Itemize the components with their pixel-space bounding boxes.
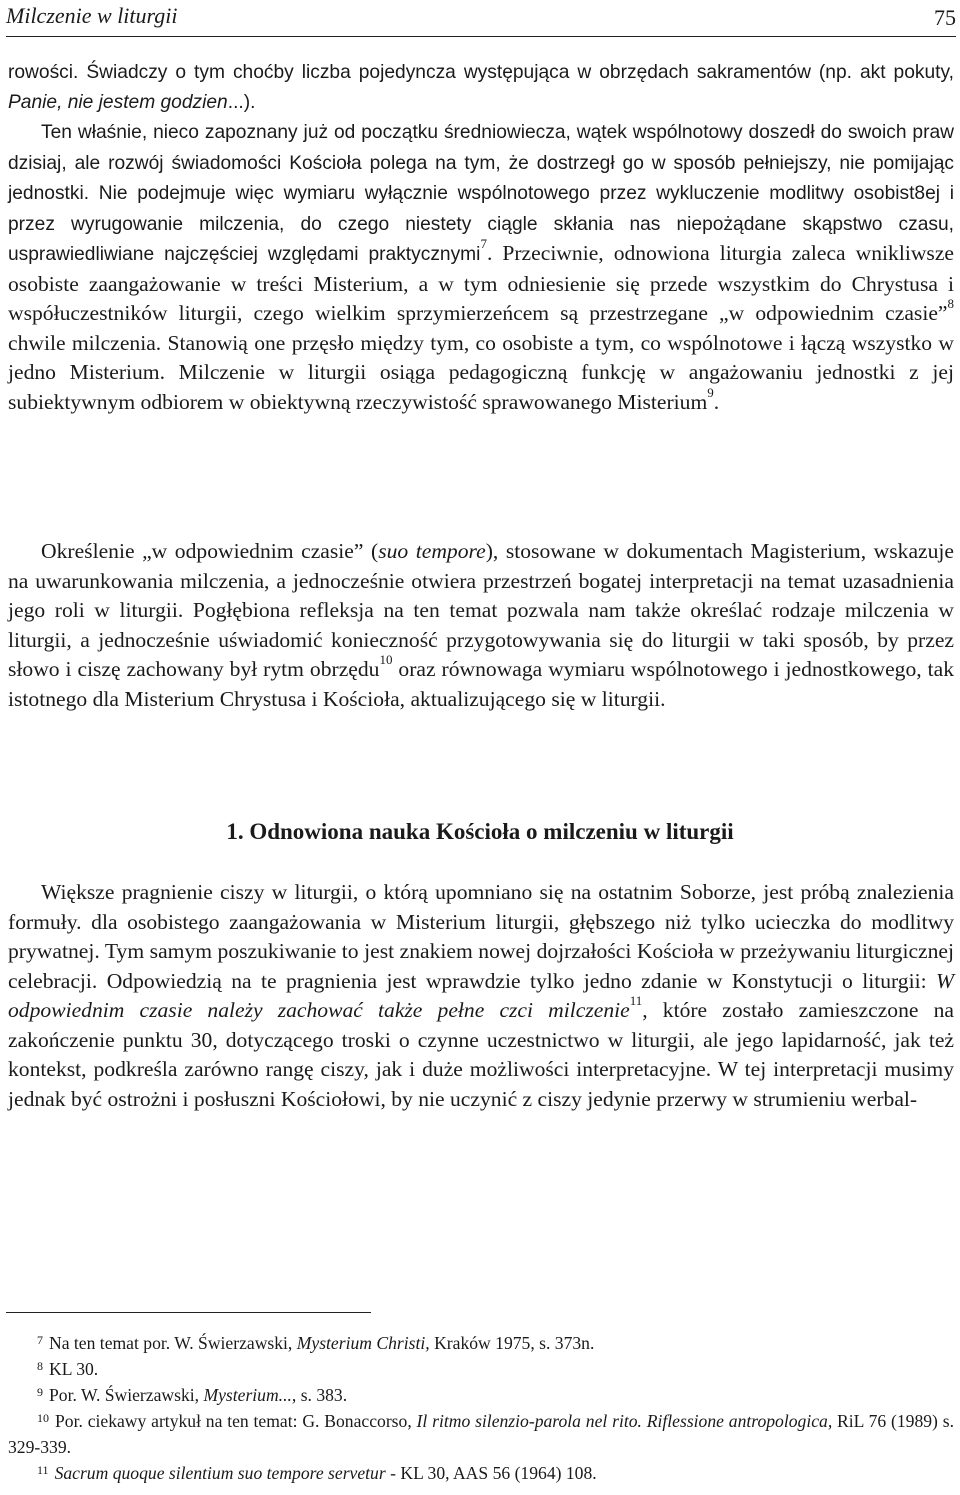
paragraph-1-text-d: . Przeciwnie, odnowiona liturgia zaleca wnikliwsze osobiste zaangażowanie w treści Misterium, a w tym odniesienie się przede wszystkim do Chrystusa i współuczestników liturgii, czego wielkim sprzymierzeńcem są przestrzegane „w odpowiednim czasie”: [8, 241, 954, 325]
running-header-title: Milczenie w liturgii: [6, 3, 178, 28]
paragraph-2-text: [8, 537, 954, 714]
paragraph-3-italic-quote: W odpowiednim czasie należy zachować także pełne czci milczenie: [8, 968, 954, 1022]
footnote-italic: Mysterium Christi,: [296, 1333, 430, 1353]
footnote-number: 7: [37, 1333, 43, 1347]
footnote-ref-8[interactable]: 8: [947, 296, 954, 311]
paragraph-1-text-e: chwile milczenia. Stanowią one przęsło między tym, co osobiste a tym, co wspólnotowe i łączą wszystko w jedno Misterium. Milczenie w liturgii osiąga pedagogiczną funkcję w angażowaniu jednostki z jej subiektywnym odbiorem w obiektywną rzeczywistość sprawowanego Misterium: [8, 330, 954, 414]
footnote-italic: Il ritmo silenzio-parola nel rito. Riflessione antropologica,: [416, 1411, 833, 1431]
paragraph-1-main: [8, 117, 954, 417]
footnotes: [8, 1330, 954, 1486]
footnote-italic: Mysterium...: [203, 1385, 292, 1405]
footnote-italic: Sacrum quoque silentium suo tempore servetur: [54, 1463, 386, 1483]
footnote-10: [8, 1408, 954, 1460]
footnote-text-end: Kraków 1975, s. 373n.: [429, 1333, 595, 1353]
paragraph-2-text-a: Określenie „w odpowiednim czasie” (: [41, 539, 379, 563]
paragraph-1-italic-quote: Panie, nie jestem godzien: [8, 91, 228, 113]
footnote-text-end: RiL 76 (1989) s. 329-339.: [8, 1411, 954, 1457]
footnote-ref-9[interactable]: 9: [707, 384, 714, 400]
paragraph-2: [8, 537, 954, 714]
footnote-number: 9: [37, 1385, 43, 1399]
footnote-text: KL 30.: [49, 1359, 99, 1379]
footnote-separator: [6, 1312, 371, 1313]
footnote-ref-11[interactable]: 11: [629, 993, 643, 1008]
footnote-ref-7[interactable]: 7: [480, 236, 487, 251]
footnote-text-end: , s. 383.: [291, 1385, 348, 1405]
paragraph-1-text-f: .: [713, 389, 720, 414]
paragraph-3: [8, 878, 954, 1114]
paragraph-3-text: [8, 878, 954, 1114]
paragraph-3-text-b: , które zostało zamieszczone na zakończenie punktu 30, dotyczącego troski o czynne uczestnictwo w liturgii, ale jego lapidarność, jak też kontekst, podkreśla zarówno rangę ciszy, jak i duże możliwości interpretacyjne. W tej interpretacji musimy jednak być ostrożni i posłuszni Kościołowi, by nie uczynić z ciszy jedynie przerwy w strumieniu werbal-: [8, 998, 954, 1111]
footnote-text: Por. ciekawy artykuł na ten temat: G. Bonaccorso,: [55, 1411, 417, 1431]
footnote-8: [8, 1356, 954, 1382]
footnote-number: 11: [37, 1463, 49, 1477]
paragraph-1-text-c: Ten właśnie, nieco zapoznany już od początku średniowiecza, wątek wspólnotowy doszedł do swoich praw dzisiaj, ale rozwój świadomości Kościoła polega na tym, że dostrzegł go w sposób pełniejszy, nie pomijając jednostki. Nie podejmuje więc wymiaru wyłącznie wspólnotowego przez wykluczenie modlitwy osobist8ej i przez wyrugowanie milczenia, do czego niestety ciągle skłania nas niepożądane skąpstwo czasu, usprawiedliwiane najczęściej względami praktycznymi: [8, 122, 954, 265]
footnote-ref-10[interactable]: 10: [379, 652, 393, 667]
footnote-text: Por. W. Świerzawski,: [49, 1385, 204, 1405]
paragraph-2-text-b: ), stosowane w dokumentach Magisterium, wskazuje na uwarunkowania milczenia, a jednocześnie otwiera przestrzeń bogatej interpretacji na temat uzasadnienia jego roli w liturgii. Pogłębiona refleksja na ten temat pozwala nam także określać rodzaje milczenia w liturgii, a jednocześnie uświadomić konieczność przygotowywania się do liturgii w taki sposób, by przez słowo i ciszę zachowany był rytm obrzędu: [8, 539, 955, 681]
page-number: 75: [934, 5, 956, 30]
paragraph-2-text-c: oraz równowaga wymiaru wspólnotowego i jednostkowego, tak istotnego dla Misterium Chrystusa i Kościoła, aktualizującego się w liturgii.: [8, 657, 955, 711]
running-header: [6, 0, 956, 37]
paragraph-1-text-a: rowości. Świadczy o tym choćby liczba pojedyncza występująca w obrzędach sakramentów (np. akt pokuty,: [8, 62, 954, 83]
footnote-text-end: - KL 30, AAS 56 (1964) 108.: [385, 1463, 597, 1483]
section-heading: 1. Odnowiona nauka Kościoła o milczeniu w liturgii: [226, 819, 734, 844]
paragraph-1-sans-lines: [8, 58, 954, 117]
paragraph-3-text-a: Większe pragnienie ciszy w liturgii, o którą upomniano się na ostatnim Soborze, jest próbą znalezienia formuły. dla osobistego zaangażowania w Misterium liturgii, głębszego niż tylko ucieczka do modlitwy prywatnej. Tym samym poszukiwanie to jest znakiem nowej dojrzałości Kościoła w przeżywaniu liturgicznej celebracji. Odpowiedzią na te pragnienia jest wprawdzie tylko jedno zdanie w Konstytucji o liturgii:: [8, 880, 954, 993]
footnote-7: [8, 1330, 954, 1356]
footnote-number: 10: [37, 1411, 49, 1425]
footnote-11: [8, 1460, 954, 1486]
paragraph-2-italic: suo tempore: [378, 539, 486, 563]
paragraph-1: [8, 58, 954, 417]
paragraph-1-text-b: ...).: [227, 91, 256, 113]
footnote-9: [8, 1382, 954, 1408]
footnote-number: 8: [37, 1359, 43, 1373]
footnote-text: Na ten temat por. W. Świerzawski,: [49, 1333, 297, 1353]
